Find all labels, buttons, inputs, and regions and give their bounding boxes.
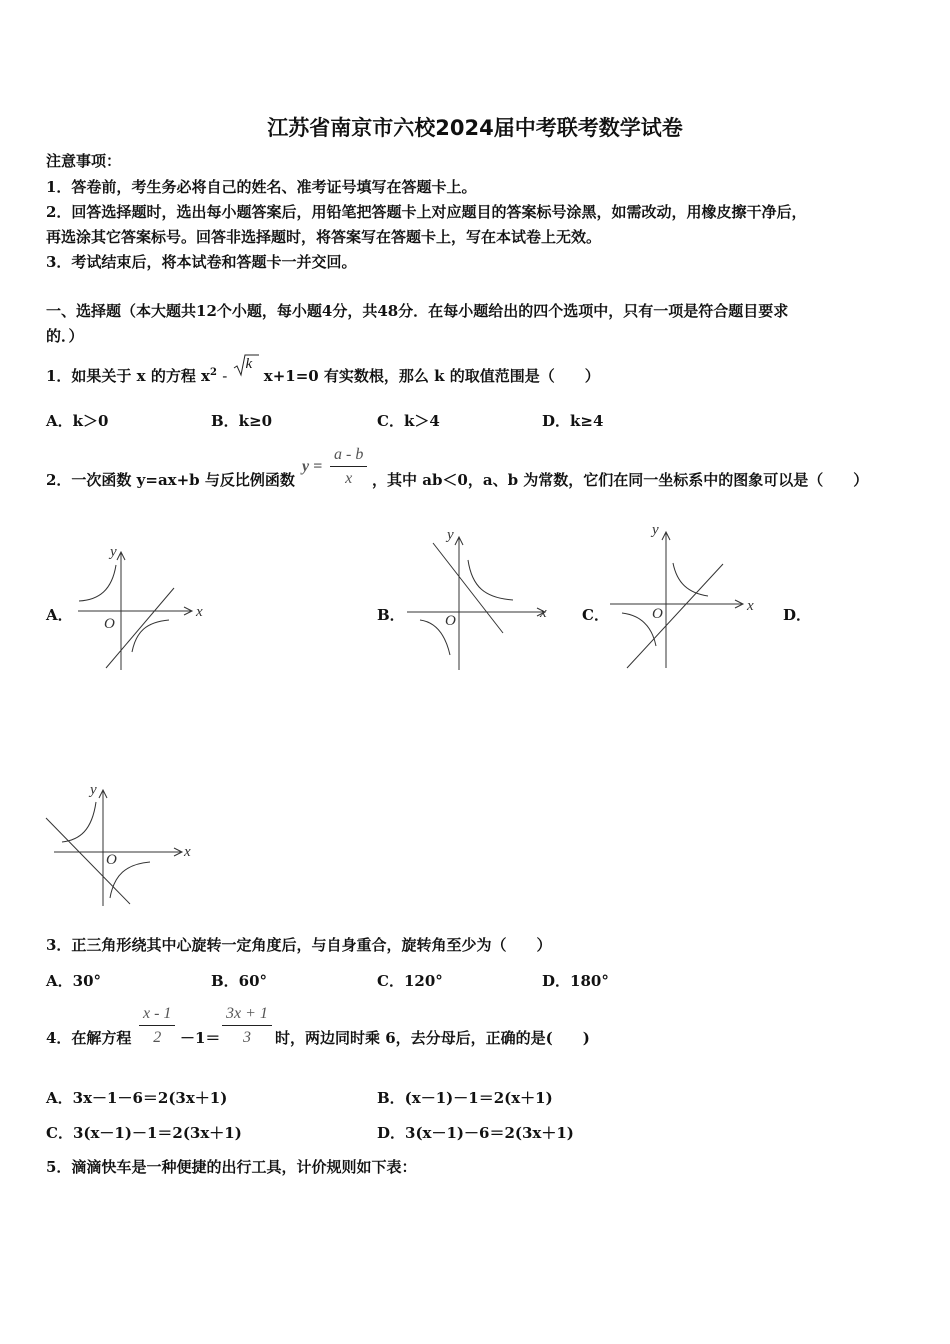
q1-option-b: B．k≥0 [211, 412, 273, 430]
q4-option-c: C．3(x－1)－1＝2(3x＋1) [46, 1124, 242, 1142]
graph-a [64, 540, 214, 675]
notice-item: 2．回答选择题时，选出每小题答案后，用铅笔把答题卡上对应题目的答案标号涂黑，如需改动，用橡皮擦干净后， [46, 203, 807, 221]
q4-prefix: 4．在解方程 [46, 1029, 132, 1047]
q2-fraction-lhs: y = [302, 458, 323, 475]
q4-option-d: D．3(x－1)－6＝2(3x＋1) [377, 1124, 574, 1142]
origin-label: O [104, 616, 115, 632]
origin-label: O [652, 606, 663, 622]
origin-label: O [106, 852, 117, 868]
question-5: 5．滴滴快车是一种便捷的出行工具，计价规则如下表： [46, 1158, 417, 1176]
q3-option-b: B．60° [211, 972, 268, 990]
notice-item: 1．答卷前，考生务必将自己的姓名、准考证号填写在答题卡上。 [46, 178, 477, 196]
graph-b [395, 525, 560, 675]
origin-label: O [445, 613, 456, 629]
q2-fraction-numerator: a - b [330, 446, 367, 467]
q4-fraction-1-denominator: 2 [153, 1029, 162, 1046]
q1-option-c: C．k＞4 [377, 412, 440, 430]
section-heading-cont: 的．） [46, 327, 84, 345]
q2-option-a-label: A． [46, 606, 73, 624]
q4-option-b: B．(x－1)－1＝2(x＋1) [377, 1089, 553, 1107]
y-axis-label: y [110, 544, 117, 560]
y-axis-label: y [90, 782, 97, 798]
notice-heading: 注意事项： [46, 152, 122, 170]
graph-c [600, 518, 760, 673]
section-heading: 一、选择题（本大题共12个小题，每小题4分，共48分．在每小题给出的四个选项中，只有一项是符合题目要求 [46, 302, 789, 320]
q1-suffix: x+1=0 有实数根，那么 k 的取值范围是（ ） [263, 367, 600, 385]
q3-option-a: A．30° [46, 972, 102, 990]
q2-fraction-denominator: x [345, 470, 353, 487]
q1-option-d: D．k≥4 [542, 412, 604, 430]
question-1 [46, 356, 600, 386]
notice-item: 再选涂其它答案标号。回答非选择题时，将答案写在答题卡上，写在本试卷上无效。 [46, 228, 602, 246]
q3-option-d: D．180° [542, 972, 609, 990]
q2-option-c-label: C． [582, 606, 609, 624]
q1-exponent: 2 [210, 367, 217, 378]
q2-option-d-label: D． [783, 606, 812, 624]
q2-option-b-label: B． [377, 606, 405, 624]
y-axis-label: y [447, 527, 454, 543]
x-axis-label: x [747, 598, 754, 614]
question-3: 3．正三角形绕其中心旋转一定角度后，与自身重合，旋转角至少为（ ） [46, 936, 552, 954]
q1-option-a: A．k＞0 [46, 412, 109, 430]
q2-fraction [330, 446, 367, 488]
x-axis-label: x [540, 605, 547, 621]
q4-middle: －1＝ [180, 1029, 221, 1047]
q1-minus: - [222, 367, 228, 385]
graph-d [44, 780, 204, 910]
x-axis-label: x [184, 844, 191, 860]
q4-fraction-1-numerator: x - 1 [139, 1005, 175, 1026]
q4-fraction-2-numerator: 3x + 1 [222, 1005, 272, 1026]
y-axis-label: y [652, 522, 659, 538]
page-title: 江苏省南京市六校2024届中考联考数学试卷 [267, 116, 683, 140]
q2-prefix: 2．一次函数 y=ax+b 与反比例函数 [46, 471, 295, 489]
q1-prefix: 1．如果关于 x 的方程 x [46, 367, 210, 385]
q4-fraction-2 [222, 1005, 272, 1047]
q4-fraction-1 [139, 1005, 175, 1047]
notice-item: 3．考试结束后，将本试卷和答题卡一并交回。 [46, 253, 357, 271]
q4-suffix: 时，两边同时乘 6，去分母后，正确的是( ) [275, 1029, 590, 1047]
sqrt-radicand: k [245, 356, 253, 372]
x-axis-label: x [196, 604, 203, 620]
q3-option-c: C．120° [377, 972, 443, 990]
q2-suffix: ，其中 ab＜0，a、b 为常数，它们在同一坐标系中的图象可以是（ ） [372, 471, 869, 489]
sqrt-k [233, 356, 259, 383]
q4-fraction-2-denominator: 3 [242, 1029, 251, 1046]
q4-option-a: A．3x－1－6＝2(3x＋1) [46, 1089, 228, 1107]
